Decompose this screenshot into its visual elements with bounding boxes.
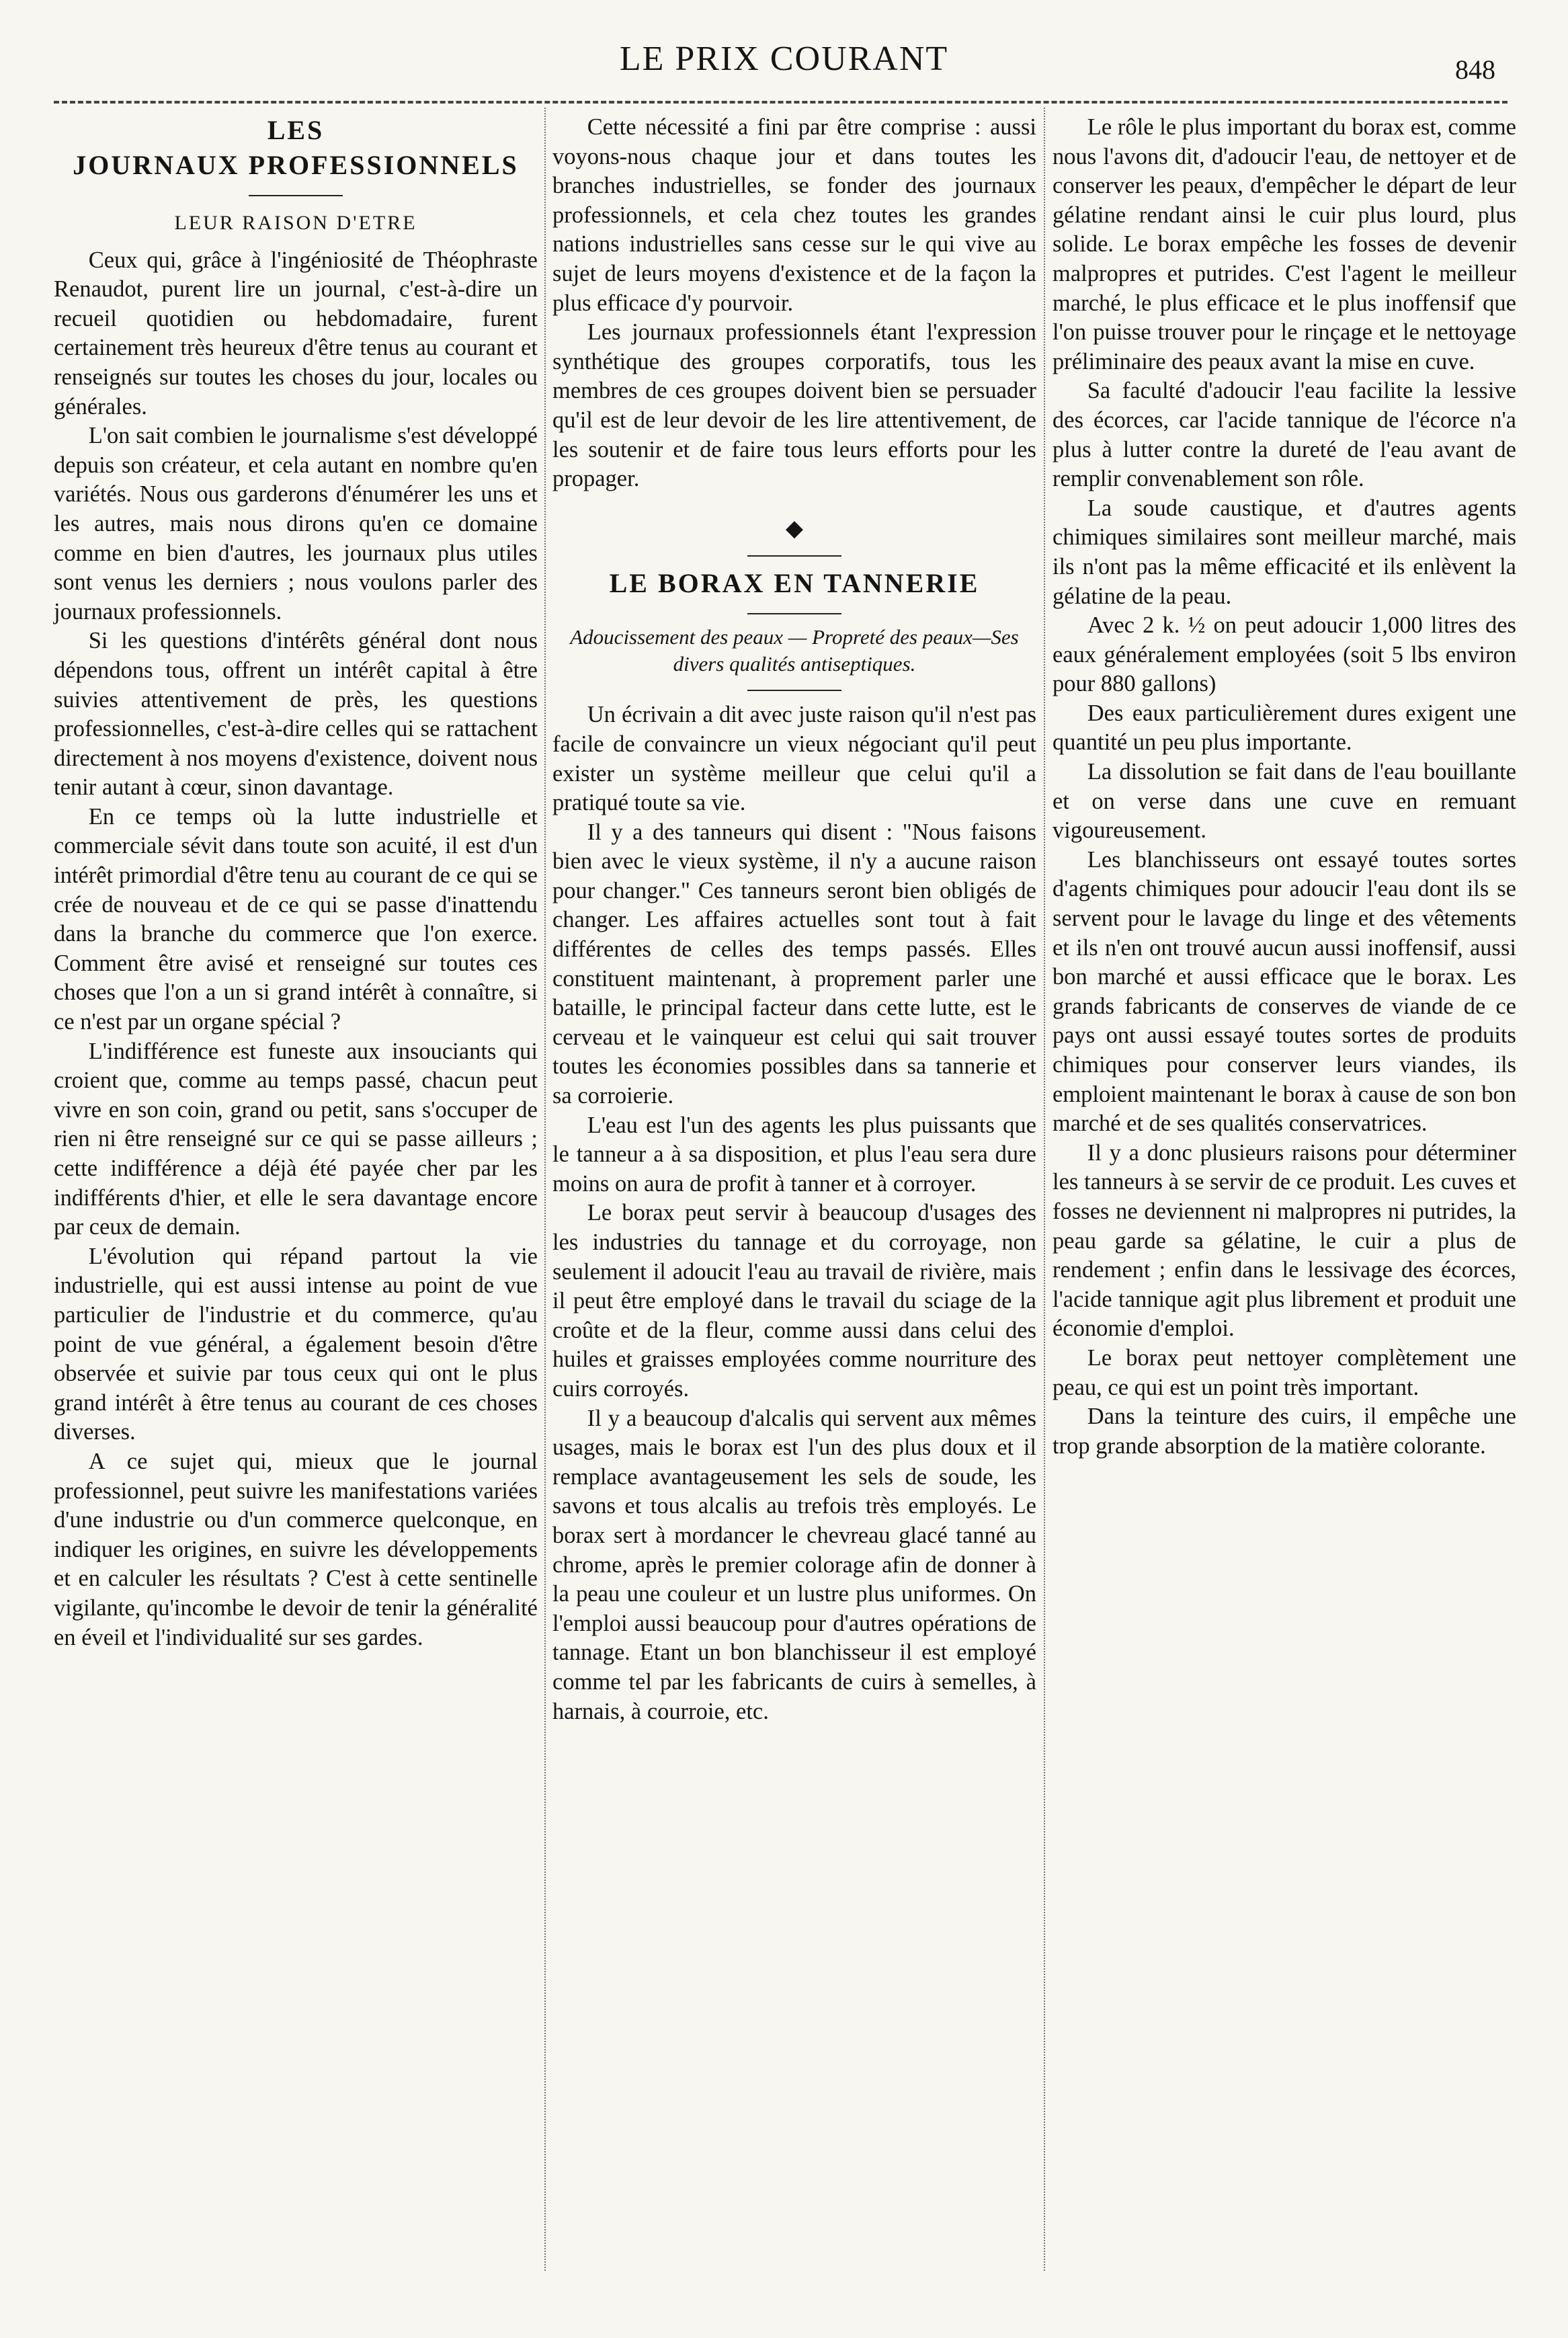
ornament-icon: ◆ bbox=[785, 516, 804, 541]
paragraph: Le rôle le plus important du borax est, comme nous l'avons dit, d'adoucir l'eau, de nettoyer et de conserver les peaux, d'empêcher le départ de leur gélatine rendant ainsi le cuir plus lourd, plus solide. Le borax empêche les fosses de devenir malpropres et putrides. C'est l'agent le meilleur marché, le plus efficace et le plus inoffensif que l'on puisse trouver pour le rinçage et le nettoyage préliminaire des peaux avant la mise en cuve. bbox=[1053, 114, 1516, 374]
article-title-line: JOURNAUX PROFESSIONNELS bbox=[73, 150, 519, 180]
paragraph: La dissolution se fait dans de l'eau bouillante et on verse dans une cuve en remuant vigoureusement. bbox=[1053, 759, 1516, 844]
title-rule bbox=[747, 555, 841, 557]
paragraph: L'on sait combien le journalisme s'est développé depuis son créateur, et cela autant en nombre qu'en variétés. Nous ous garderons d'énumérer les uns et les autres, mais nous dirons qu'en ce domaine comme en bien d'autres, les journaux plus utiles sont venus les derniers ; nous voulons parler des journaux professionnels. bbox=[54, 423, 538, 624]
paragraph: A ce sujet qui, mieux que le journal professionnel, peut suivre les manifestations variées d'une industrie ou d'un commerce quelconque, en indiquer les origines, en suivre les développements et en calculer les résultats ? C'est à cette sentinelle vigilante, qu'incombe le devoir de tenir la généralité en éveil et l'individualité sur ses gardes. bbox=[54, 1448, 538, 1650]
header-rule bbox=[54, 101, 1508, 104]
column-divider bbox=[544, 108, 546, 2271]
column-3 bbox=[1053, 113, 1516, 1461]
paragraph: Des eaux particulièrement dures exigent une quantité un peu plus importante. bbox=[1053, 700, 1516, 756]
paragraph: La soude caustique, et d'autres agents chimiques similaires sont meilleur marché, mais ils n'ont pas la même efficacité et ils enlèvent la gélatine de la peau. bbox=[1053, 495, 1516, 609]
paragraph: Sa faculté d'adoucir l'eau facilite la lessive des écorces, car l'acide tannique de l'écorce n'a plus à lutter contre la dureté de l'eau avant de remplir convenablement son rôle. bbox=[1053, 378, 1516, 492]
paragraph: Cette nécessité a fini par être comprise : aussi voyons-nous chaque jour et dans toutes les branches industrielles, se fonder des journaux professionnels, et cela chez toutes les grandes nations industrielles sans cesse sur le qui vive au sujet de leurs moyens d'existence et de la façon la plus efficace d'y pourvoir. bbox=[552, 114, 1036, 316]
title-rule bbox=[747, 690, 841, 691]
paragraph: Un écrivain a dit avec juste raison qu'il n'est pas facile de convaincre un vieux négociant qu'il peut exister un système meilleur que celui qu'il a pratiqué toute sa vie. bbox=[552, 702, 1036, 816]
article-deck: Adoucissement des peaux — Propreté des peaux—Ses divers qualités antiseptiques. bbox=[570, 625, 1019, 676]
paragraph: Les journaux professionnels étant l'expression synthétique des groupes corporatifs, tous les membres de ces groupes doivent bien se persuader qu'il est de leur devoir de les lire attentivement, de les soutenir et de faire tous leurs efforts pour les propager. bbox=[552, 319, 1036, 492]
column-2 bbox=[552, 113, 1036, 1726]
paragraph: L'indifférence est funeste aux insouciants qui croient que, comme au temps passé, chacun peut vivre en son coin, grand ou petit, sans s'occuper de rien ni être renseigné sur ce qui se passe ailleurs ; cette indifférence a déjà été payée cher par les indifférents d'hier, et elle le sera davantage encore par ceux de demain. bbox=[54, 1038, 538, 1240]
paragraph: L'eau est l'un des agents les plus puissants que le tanneur a à sa disposition, et plus l'eau sera dure moins on aura de profit à tanner et à corroyer. bbox=[552, 1112, 1036, 1197]
paragraph: Les blanchisseurs ont essayé toutes sortes d'agents chimiques pour adoucir l'eau dont ils se servent pour le lavage du linge et des vêtements et ils n'en ont trouvé aucun aussi inoffensif, aussi bon marché et aussi efficace que le borax. Les grands fabricants de conserves de viande de ce pays ont aussi essayé toutes sortes de produits chimiques pour conserver leurs viandes, ils emploient maintenant le borax à cause de son bon marché et de ses qualités conservatrices. bbox=[1053, 846, 1516, 1137]
paragraph: L'évolution qui répand partout la vie industrielle, qui est aussi intense au point de vue particulier de l'industrie et du commerce, qu'au point de vue général, a également besoin d'être observée et suivie par tous ceux qui ont le plus grand intérêt à être tenus au courant de ces choses diverses. bbox=[54, 1243, 538, 1445]
paragraph: Il y a beaucoup d'alcalis qui servent aux mêmes usages, mais le borax est l'un des plus doux et il remplace avantageusement les sels de soude, les savons et tous alcalis au trefois très employés. Le borax sert à mordancer le chevreau glacé tanné au chrome, après le premier colorage afin de donner à la peau une couleur et un lustre plus uniformes. On l'emploi aussi beaucoup pour d'autres opérations de tannage. Etant un bon blanchisseur il est employé comme tel par les fabricants de cuirs à semelles, à harnais, à courroie, etc. bbox=[552, 1405, 1036, 1724]
column-1 bbox=[54, 113, 538, 1652]
page-header-title: LE PRIX COURANT bbox=[619, 40, 949, 78]
paragraph: Dans la teinture des cuirs, il empêche une trop grande absorption de la matière colorante. bbox=[1053, 1404, 1516, 1459]
paragraph: Il y a donc plusieurs raisons pour déterminer les tanneurs à se servir de ce produit. Les cuves et fosses ne deviennent ni malpropres ni putrides, la peau garde sa gélatine, le cuir a plus de rendement ; enfin dans le lessivage des écorces, l'acide tannique agit plus librement et produit une économie d'emploi. bbox=[1053, 1139, 1516, 1342]
article-subtitle: LEUR RAISON D'ETRE bbox=[174, 212, 417, 234]
column-divider bbox=[1044, 108, 1045, 2271]
title-rule bbox=[747, 613, 841, 614]
paragraph: Le borax peut servir à beaucoup d'usages des les industries du tannage et du corroyage, non seulement il adoucit l'eau au travail de rivière, mais il peut être employé dans le travail du sciage de la croûte et de la fleur, comme aussi dans celui des huiles et graisses employées comme nourriture des cuirs corroyés. bbox=[552, 1200, 1036, 1402]
title-rule bbox=[249, 195, 343, 196]
paragraph: En ce temps où la lutte industrielle et commerciale sévit dans toute son acuité, il est d'un intérêt primordial d'être tenu au courant de ce qui se crée de nouveau et de ce qui se passe d'inattendu dans la branche du commerce que l'on exerce. Comment être avisé et renseigné sur toutes ces choses que l'on a un si grand intérêt à connaître, si ce n'est par un organe spécial ? bbox=[54, 803, 538, 1035]
paragraph: Avec 2 k. ½ on peut adoucir 1,000 litres des eaux généralement employées (soit 5 lbs environ pour 880 gallons) bbox=[1053, 612, 1516, 697]
article-title-line: LES bbox=[267, 115, 325, 145]
page-number: 848 bbox=[1455, 54, 1495, 85]
paragraph: Il y a des tanneurs qui disent : "Nous faisons bien avec le vieux système, il n'y a aucune raison pour changer." Ces tanneurs seront bien obligés de changer. Les affaires actuelles sont tout à fait différentes de celles des temps passés. Elles constituent maintenant, à proprement parler une bataille, le principal facteur dans cette lutte, est le cerveau et le vainqueur est celui qui sait trouver toutes les économies possibles dans sa tannerie et sa corroierie. bbox=[552, 819, 1036, 1109]
paragraph: Si les questions d'intérêts général dont nous dépendons tous, offrent un intérêt capital à être suivies attentivement de près, les questions professionnelles, c'est-à-dire celles qui se rattachent directement à nos moyens d'existence, doivent nous tenir autant à cœur, sinon davantage. bbox=[54, 628, 538, 801]
article-title: LE BORAX EN TANNERIE bbox=[609, 568, 980, 599]
paragraph: Le borax peut nettoyer complètement une peau, ce qui est un point très important. bbox=[1053, 1344, 1516, 1400]
paragraph: Ceux qui, grâce à l'ingéniosité de Théophraste Renaudot, purent lire un journal, c'est-à-dire un recueil quotidien ou hebdomadaire, furent certainement très heureux d'être tenus au courant et renseignés sur toutes les choses du jour, locales ou générales. bbox=[54, 247, 538, 419]
